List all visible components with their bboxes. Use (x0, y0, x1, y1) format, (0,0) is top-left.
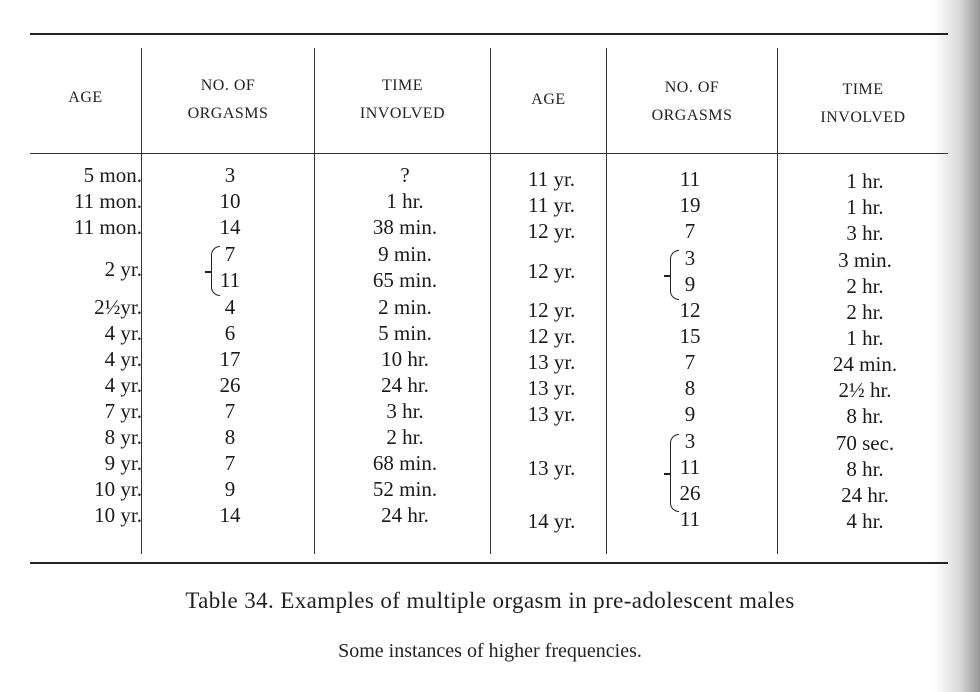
orgasms-cell: 7 (684, 219, 696, 243)
age-cell: 4 yr. (104, 347, 142, 371)
time-cell: 8 hr. (846, 404, 884, 428)
table-top-rule (30, 33, 948, 35)
age-cell: 13 yr. (527, 350, 576, 374)
header-time-right: TIME INVOLVED (820, 81, 906, 126)
header-orgasms-left: NO. OF ORGASMS (187, 77, 269, 122)
orgasms-cell: 11 (219, 268, 241, 292)
age-cell: 2½yr. (94, 295, 142, 319)
orgasms-cell: 9 (224, 477, 236, 501)
orgasms-cell: 3 (224, 163, 236, 187)
age-cell: 13 yr. (527, 456, 576, 480)
table-subcaption: Some instances of higher frequencies. (338, 640, 642, 662)
time-cell: 3 hr. (846, 221, 884, 245)
age-cell: 12 yr. (527, 259, 576, 283)
age-cell: 8 yr. (104, 425, 142, 449)
orgasms-cell: 4 (224, 295, 236, 319)
orgasms-cell: 26 (219, 373, 241, 397)
orgasms-cell: 14 (219, 503, 241, 527)
orgasms-cell: 15 (679, 324, 701, 348)
orgasms-cell: 3 (684, 429, 696, 453)
age-cell: 11 yr. (527, 193, 576, 217)
time-cell: 24 hr. (841, 483, 889, 507)
time-cell: 4 hr. (846, 509, 884, 533)
age-cell: 12 yr. (527, 219, 576, 243)
age-cell: 5 mon. (83, 163, 142, 187)
orgasms-cell: 7 (224, 242, 236, 266)
orgasms-cell: 10 (219, 189, 241, 213)
time-cell: 70 sec. (835, 431, 895, 455)
age-cell: 4 yr. (104, 373, 142, 397)
time-cell: 1 hr. (846, 195, 884, 219)
time-cell: 52 min. (372, 477, 438, 501)
age-cell: 10 yr. (94, 477, 142, 501)
age-cell: 11 mon. (73, 189, 142, 213)
time-cell: 2 hr. (846, 300, 884, 324)
orgasms-cell: 12 (679, 298, 701, 322)
orgasms-cell: 11 (679, 507, 701, 531)
time-cell: 1 hr. (386, 189, 424, 213)
header-age-right: AGE (531, 91, 566, 108)
header-bottom-rule (30, 153, 948, 154)
age-cell: 12 yr. (527, 298, 576, 322)
age-cell: 10 yr. (94, 503, 142, 527)
orgasms-cell: 6 (224, 321, 236, 345)
age-cell: 2 yr. (104, 257, 142, 281)
header-orgasms-right: NO. OF ORGASMS (651, 79, 733, 124)
time-cell: 3 min. (838, 248, 892, 272)
age-cell: 7 yr. (104, 399, 142, 423)
orgasms-cell: 17 (219, 347, 241, 371)
orgasms-cell: 14 (219, 215, 241, 239)
age-cell: 4 yr. (104, 321, 142, 345)
time-cell: 5 min. (378, 321, 432, 345)
orgasms-cell: 8 (684, 376, 696, 400)
orgasms-cell: 9 (684, 272, 696, 296)
time-cell: 24 hr. (381, 503, 429, 527)
age-cell: 9 yr. (104, 451, 142, 475)
time-cell: 2½ hr. (838, 378, 892, 402)
time-cell: 65 min. (372, 268, 438, 292)
header-time-left: TIME INVOLVED (359, 77, 446, 122)
time-cell: 2 hr. (846, 274, 884, 298)
table-caption: Table 34. Examples of multiple orgasm in pre-adolescent males (185, 588, 795, 613)
orgasms-cell: 8 (224, 425, 236, 449)
orgasms-cell: 19 (679, 193, 701, 217)
orgasms-cell: 9 (684, 402, 696, 426)
time-cell: 3 hr. (386, 399, 424, 423)
column-divider (490, 48, 491, 554)
age-cell: 11 mon. (73, 215, 142, 239)
time-cell: 2 hr. (386, 425, 424, 449)
orgasms-cell: 7 (684, 350, 696, 374)
orgasms-cell: 11 (679, 455, 701, 479)
age-cell: 13 yr. (527, 376, 576, 400)
orgasms-cell: 11 (679, 167, 701, 191)
orgasms-cell: 3 (684, 246, 696, 270)
time-cell: 1 hr. (846, 169, 884, 193)
time-cell: 24 hr. (381, 373, 429, 397)
time-cell: 9 min. (378, 242, 432, 266)
time-cell: 1 hr. (846, 326, 884, 350)
time-cell: 38 min. (372, 215, 438, 239)
header-age-left: AGE (68, 89, 103, 106)
age-cell: 14 yr. (527, 509, 576, 533)
time-cell: 68 min. (372, 451, 438, 475)
age-cell: 11 yr. (527, 167, 576, 191)
time-cell: 8 hr. (846, 457, 884, 481)
time-cell: 24 min. (832, 352, 898, 376)
orgasms-cell: 7 (224, 399, 236, 423)
orgasms-cell: 7 (224, 451, 236, 475)
time-cell: ? (400, 163, 410, 187)
age-cell: 12 yr. (527, 324, 576, 348)
orgasms-cell: 26 (679, 481, 701, 505)
age-cell: 13 yr. (527, 402, 576, 426)
time-cell: 2 min. (378, 295, 432, 319)
table-bottom-rule (30, 562, 948, 564)
time-cell: 10 hr. (381, 347, 429, 371)
